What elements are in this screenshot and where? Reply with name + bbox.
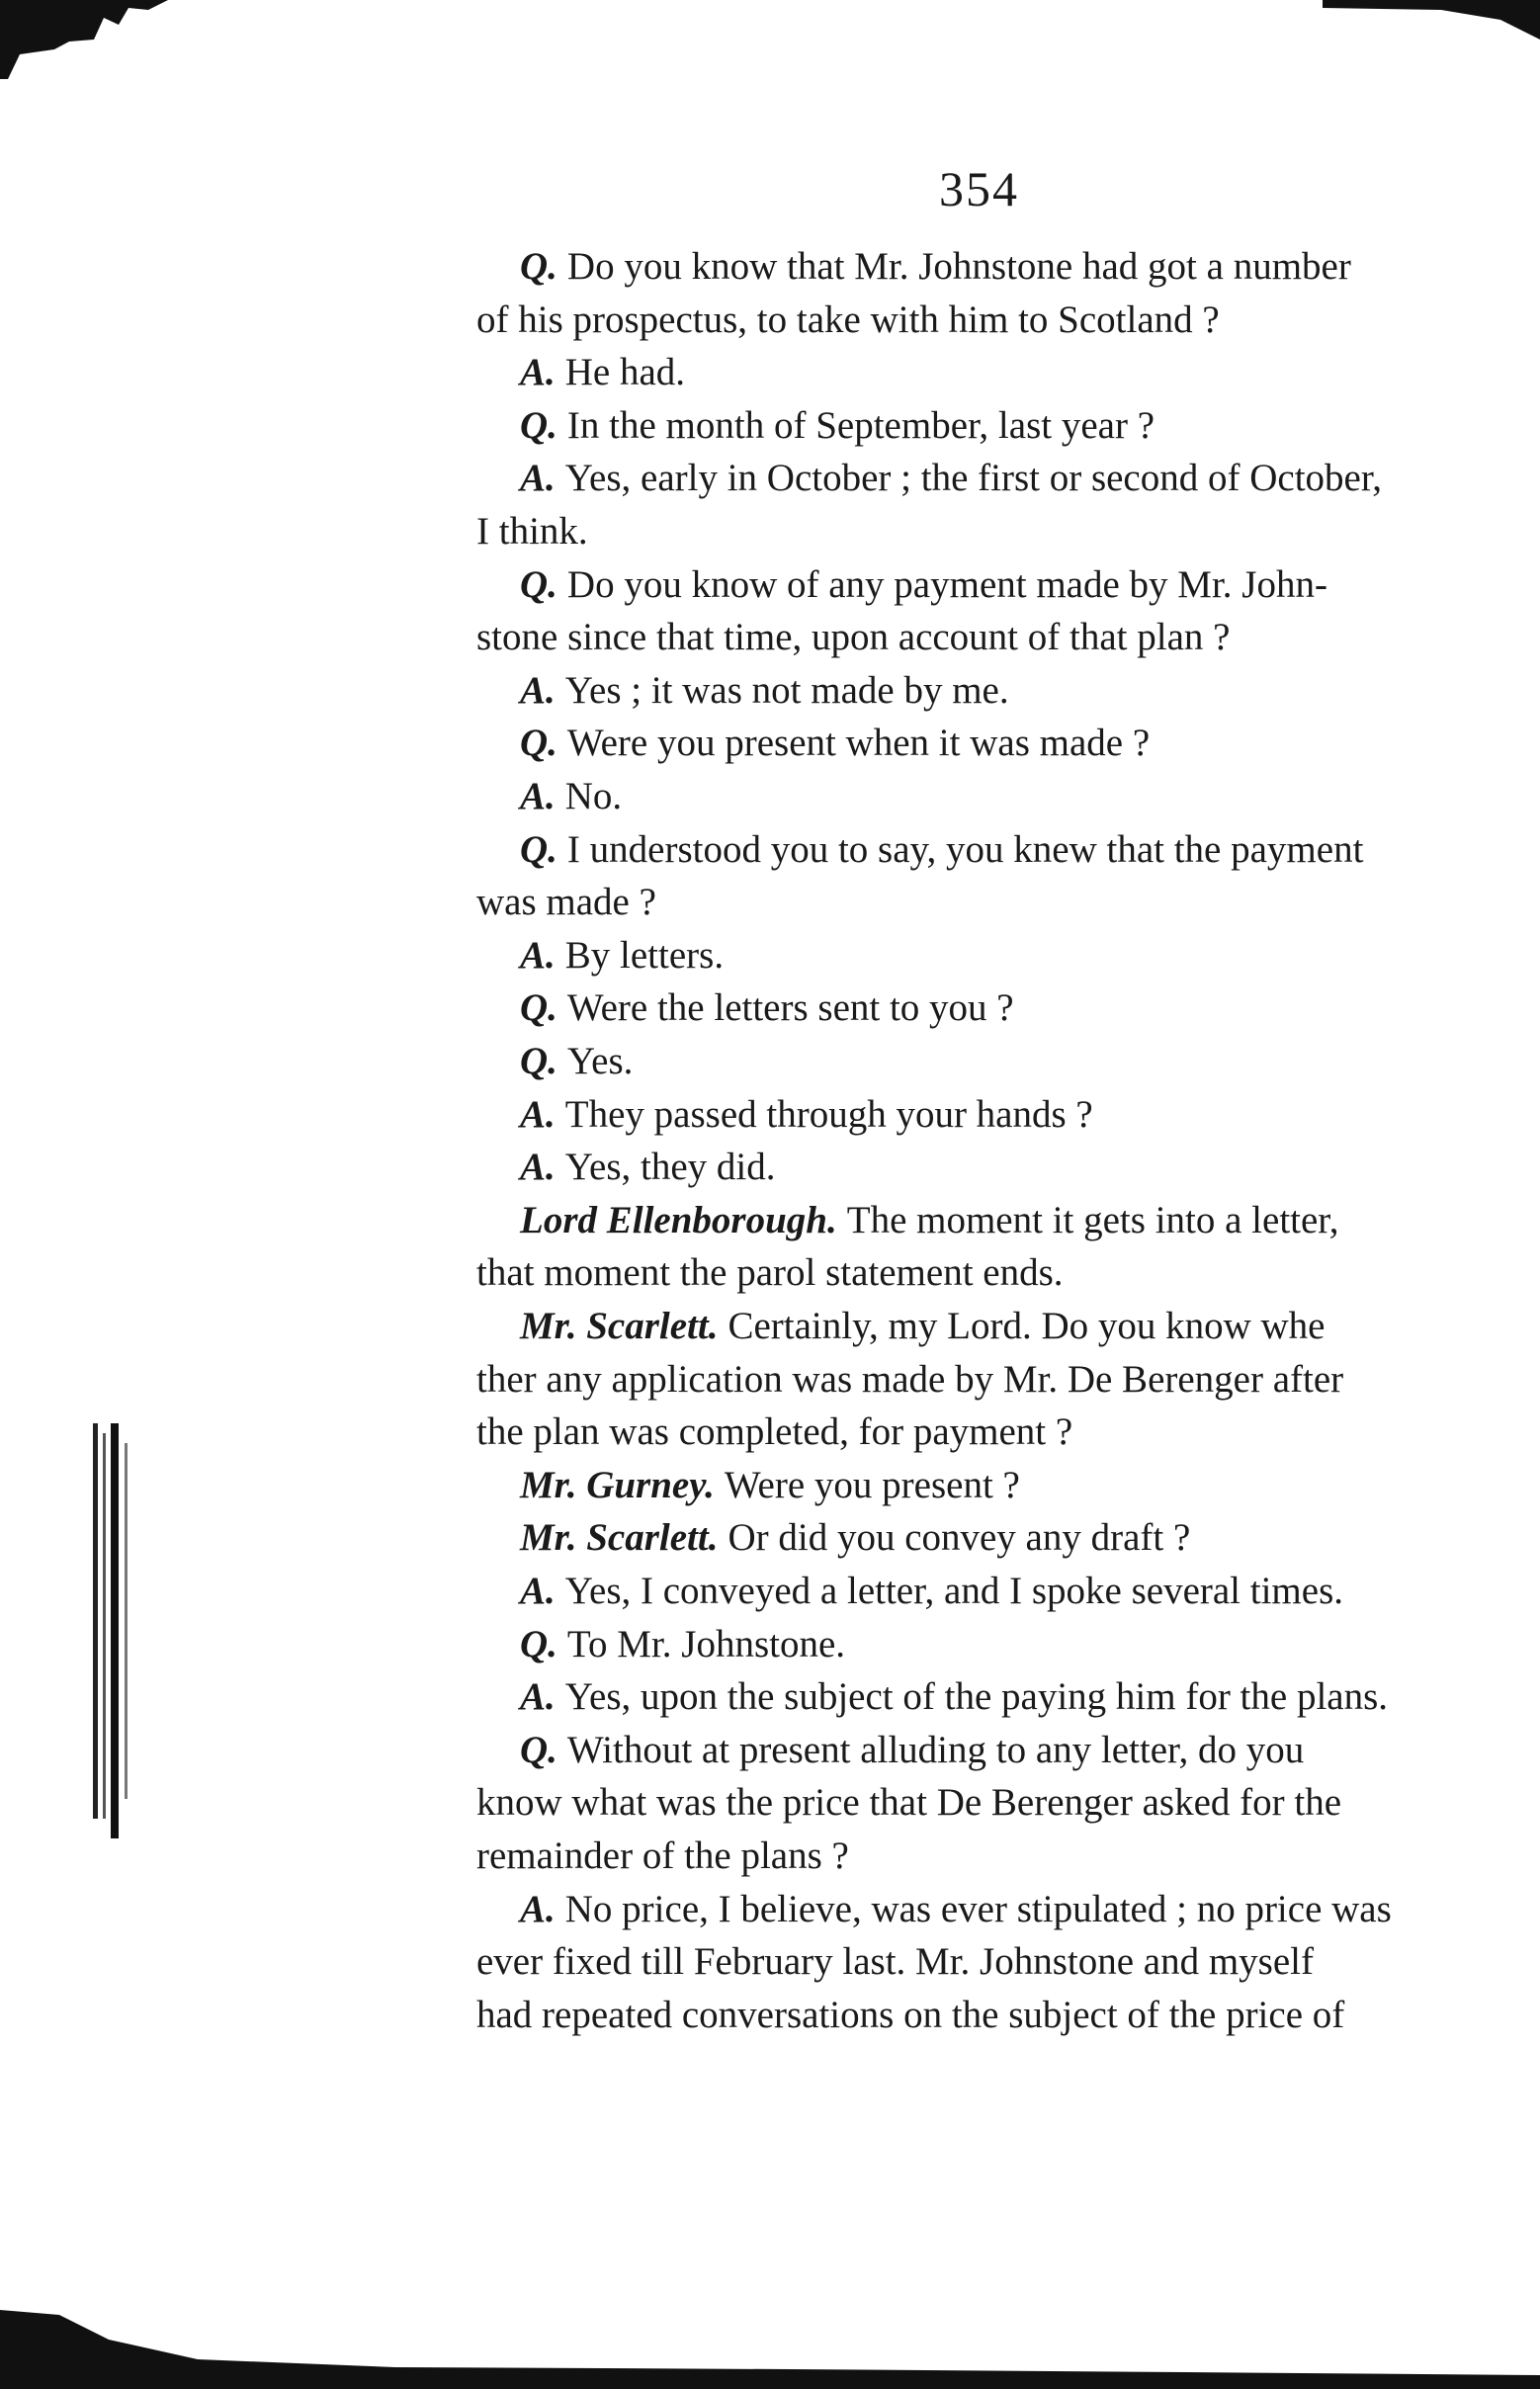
line-text: Do you know that Mr. Johnstone had got a number [566,245,1351,288]
text-line [476,613,1230,662]
line-text: know what was the price that De Berenger asked for the [476,1781,1342,1825]
speaker-label: Q. [520,986,557,1030]
line-text: ever fixed till February last. Mr. Johnstone and myself [476,1940,1314,1984]
line-text: The moment it gets into a letter, [846,1198,1339,1241]
text-line [476,1248,1064,1298]
line-text: Were you present when it was made ? [566,722,1151,765]
text-line [520,719,1150,768]
line-text: I understood you to say, you knew that the payment [566,827,1364,871]
text-line [476,1832,849,1881]
text-line [520,1302,1326,1351]
text-line [520,454,1382,503]
text-line [520,1672,1388,1722]
line-text: No price, I believe, was ever stipulated ; no price was [564,1887,1392,1930]
scan-edge-bottom [0,2270,1540,2389]
line-text: No. [564,775,623,817]
speaker-label: Q. [520,1040,557,1082]
line-text: of his prospectus, to take with him to Scotland ? [476,298,1220,341]
speaker-label: Q. [520,827,557,871]
line-text: Yes. [566,1040,634,1082]
line-text: Yes, upon the subject of the paying him for the plans. [564,1675,1389,1719]
speaker-label: Q. [520,403,557,447]
line-text: had repeated conversations on the subject of the price of [476,1993,1345,2036]
speaker-label: Mr. Scarlett. [520,1305,719,1347]
binding-shadow [79,1423,148,1838]
speaker-label: A. [520,457,556,500]
text-line [476,507,588,556]
text-line [520,1726,1304,1775]
speaker-label: A. [520,1887,556,1930]
line-text: Were the letters sent to you ? [566,986,1014,1030]
line-text: I think. [476,510,588,553]
speaker-label: A. [520,1675,556,1719]
line-text: They passed through your hands ? [564,1092,1093,1136]
speaker-label: A. [520,1146,556,1189]
line-text: that moment the parol statement ends. [476,1251,1064,1295]
text-line [476,296,1220,345]
text-line [520,1620,845,1669]
text-line [476,1991,1344,2040]
speaker-label: A. [520,933,556,977]
text-line [520,1885,1392,1934]
text-line [476,1778,1341,1828]
text-line [520,1196,1338,1245]
line-text: stone since that time, upon account of that plan ? [476,616,1231,659]
line-text: Certainly, my Lord. Do you know whe [727,1305,1326,1347]
speaker-label: Mr. Gurney. [520,1463,715,1506]
text-line [520,931,724,981]
line-text: Yes, early in October ; the first or second of October, [564,457,1383,500]
speaker-label: Q. [520,1622,557,1665]
text-line [520,1143,776,1192]
text-line [520,983,1014,1033]
speaker-label: Q. [520,562,557,606]
text-line [520,348,685,397]
line-text: In the month of September, last year ? [566,403,1155,447]
line-text: Yes, they did. [564,1146,776,1189]
speaker-label: A. [520,775,556,817]
text-line [520,560,1327,610]
line-text: By letters. [564,933,725,977]
scan-edge-top-right [1323,0,1540,69]
speaker-label: A. [520,351,556,394]
text-line [520,1037,633,1086]
speaker-label: Q. [520,1728,557,1771]
line-text: To Mr. Johnstone. [566,1622,846,1665]
text-line [520,1513,1190,1563]
text-line [520,242,1351,292]
speaker-label: Mr. Scarlett. [520,1516,719,1560]
text-line [520,1461,1020,1510]
line-text: was made ? [476,881,656,924]
text-line [476,878,656,927]
line-text: the plan was completed, for payment ? [476,1410,1073,1454]
text-line [476,1408,1072,1457]
page-number: 354 [939,161,1019,216]
text-line [476,1355,1343,1405]
line-text: Or did you convey any draft ? [727,1516,1191,1560]
text-line [520,825,1363,875]
text-line [520,1567,1343,1616]
line-text: He had. [564,351,686,394]
speaker-label: Q. [520,245,557,288]
speaker-label: Lord Ellenborough. [520,1198,837,1241]
line-text: Were you present ? [724,1463,1020,1506]
text-line [520,772,622,821]
text-line [520,1090,1093,1140]
line-text: ther any application was made by Mr. De Berenger after [476,1357,1344,1401]
text-line [476,1937,1314,1987]
speaker-label: A. [520,668,556,712]
text-line [520,401,1155,451]
speaker-label: A. [520,1570,556,1612]
line-text: Yes ; it was not made by me. [564,668,1009,712]
line-text: remainder of the plans ? [476,1834,849,1877]
text-line [520,666,1009,716]
line-text: Without at present alluding to any letter, do you [566,1728,1305,1771]
scan-edge-top-left [0,0,168,79]
line-text: Yes, I conveyed a letter, and I spoke several times. [564,1570,1344,1612]
speaker-label: A. [520,1092,556,1136]
line-text: Do you know of any payment made by Mr. John- [566,562,1327,606]
speaker-label: Q. [520,722,557,765]
